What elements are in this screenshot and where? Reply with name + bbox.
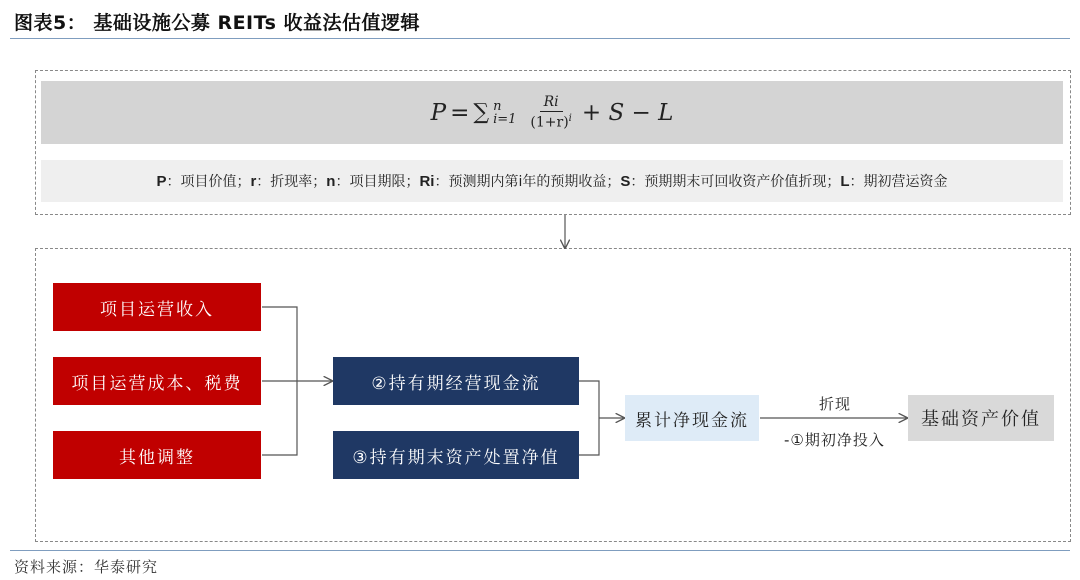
node-operating-cost-tax: 项目运营成本、税费 [53,357,261,405]
summation-symbol: ∑ [473,100,490,125]
node-underlying-asset-value: 基础资产价值 [908,395,1054,441]
formula-equals: = [450,99,470,126]
legend-symbol-s: S [620,172,631,190]
sum-upper-limit: n [493,98,502,114]
edge-label-initial-investment: -①期初净投入 [784,431,885,449]
node-operating-revenue: 项目运营收入 [53,283,261,331]
node-other-adjustments: 其他调整 [53,431,261,479]
edge-label-discount: 折现 [819,395,852,413]
legend-symbol-ri: Ri [419,172,435,190]
denominator-exponent: i [568,113,572,125]
fraction-numerator: Ri [540,94,563,112]
node-terminal-disposal-value: ③持有期末资产处置净值 [333,431,579,479]
formula-tail: + S − L [581,99,674,126]
legend-text-s: ：预期期末可回收资产价值折现； [630,174,841,190]
legend-text-ri: ：预测期内第i年的预期收益； [434,174,621,190]
legend-text-n: ：项目期限； [335,174,420,190]
legend-symbol-r: r [250,172,257,190]
legend-symbol-l: L [840,172,850,190]
formula-lhs: P [430,99,447,126]
sum-lower-limit: i=1 [493,111,517,127]
legend-symbol-n: n [326,172,336,190]
legend-text-r: ：折现率； [256,174,327,190]
connector-right-bracket [579,381,599,455]
node-holding-period-cashflow: ②持有期经营现金流 [333,357,579,405]
denominator-base: (1+r) [530,114,569,131]
source-note: 资料来源：华泰研究 [14,558,159,576]
legend-symbol-p: P [156,172,167,190]
legend-text-l: ：期初营运资金 [849,174,948,190]
legend-text-p: ：项目价值； [166,174,251,190]
figure-title: 图表5： 基础设施公募 REITs 收益法估值逻辑 [14,12,420,34]
footer-divider [10,550,1070,551]
node-cumulative-net-cashflow: 累计净现金流 [625,395,759,441]
